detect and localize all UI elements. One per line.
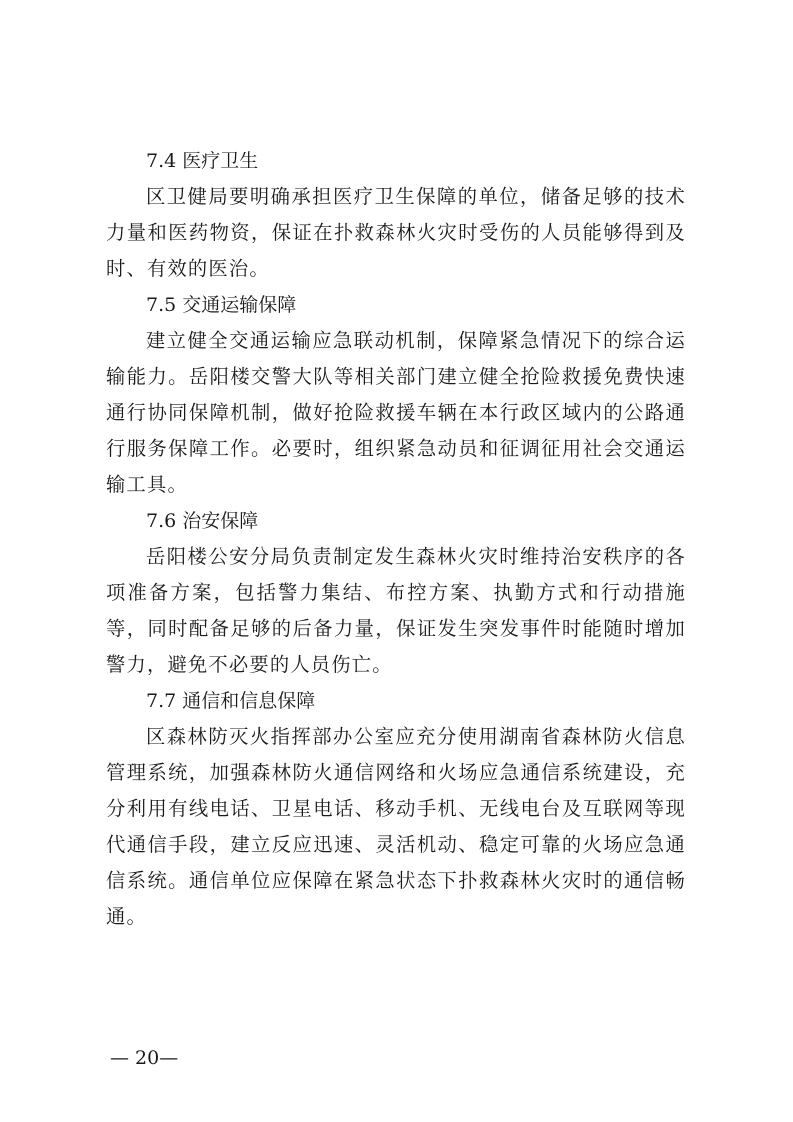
- section-7-7: [106, 683, 686, 935]
- section-7-6: [106, 503, 686, 683]
- section-paragraph: 岳阳楼公安分局负责制定发生森林火灾时维持治安秩序的各项准备方案，包括警力集结、布控方案、执勤方式和行动措施等，同时配备足够的后备力量，保证发生突发事件时能随时增加警力，避免不必要的人员伤亡。: [106, 545, 686, 676]
- section-heading: 7.4 医疗卫生: [146, 150, 259, 172]
- section-paragraph: 建立健全交通运输应急联动机制，保障紧急情况下的综合运输能力。岳阳楼交警大队等相关部门建立健全抢险救援免费快速通行协同保障机制，做好抢险救援车辆在本行政区域内的公路通行服务保障工作。必要时，组织紧急动员和征调征用社会交通运输工具。: [106, 329, 686, 496]
- section-heading: 7.5 交通运输保障: [146, 294, 297, 316]
- section-paragraph: 区森林防灭火指挥部办公室应充分使用湖南省森林防火信息管理系统，加强森林防火通信网络和火场应急通信系统建设，充分利用有线电话、卫星电话、移动手机、无线电台及互联网等现代通信手段，建立反应迅速、灵活机动、稳定可靠的火场应急通信系统。通信单位应保障在紧急状态下扑救森林火灾时的通信畅通。: [106, 725, 686, 928]
- page-number: — 20—: [110, 1047, 179, 1069]
- section-paragraph: 区卫健局要明确承担医疗卫生保障的单位，储备足够的技术力量和医药物资，保证在扑救森林火灾时受伤的人员能够得到及时、有效的医治。: [106, 185, 686, 280]
- section-7-5: [106, 287, 686, 503]
- section-heading: 7.6 治安保障: [146, 510, 259, 532]
- section-7-4: [106, 143, 686, 287]
- section-heading: 7.7 通信和信息保障: [146, 690, 316, 712]
- document-body: [106, 143, 686, 935]
